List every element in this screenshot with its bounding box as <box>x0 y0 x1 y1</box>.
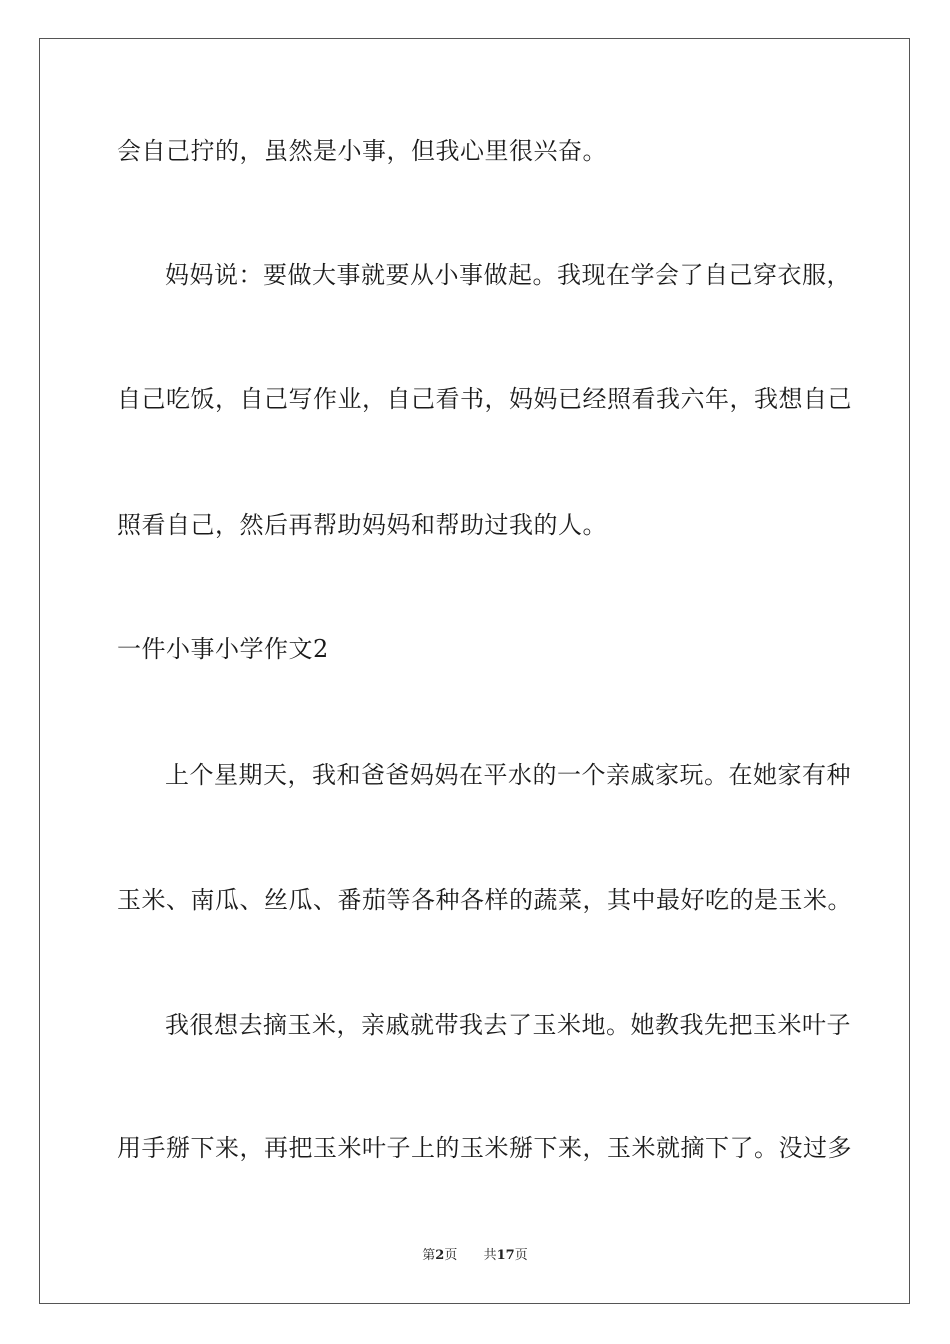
paragraph-line: 上个星期天，我和爸爸妈妈在平水的一个亲戚家玩。在她家有种 <box>165 761 851 789</box>
paragraph-line: 自己吃饭，自己写作业，自己看书，妈妈已经照看我六年，我想自己 <box>117 385 852 413</box>
section-heading: 一件小事小学作文2 <box>117 635 329 663</box>
total-number: 17 <box>496 1248 515 1263</box>
page-suffix: 页 <box>444 1248 458 1263</box>
paragraph-line: 会自己拧的，虽然是小事，但我心里很兴奋。 <box>117 137 607 165</box>
page-footer <box>0 1247 950 1265</box>
page-number: 2 <box>435 1248 445 1263</box>
total-prefix: 共 <box>483 1248 497 1263</box>
paragraph-line: 照看自己，然后再帮助妈妈和帮助过我的人。 <box>117 511 607 539</box>
total-pages-indicator <box>484 1247 528 1265</box>
paragraph-line: 妈妈说：要做大事就要从小事做起。我现在学会了自己穿衣服， <box>165 261 851 289</box>
page-indicator <box>422 1247 457 1265</box>
page-prefix: 第 <box>422 1248 436 1263</box>
paragraph-line: 我很想去摘玉米，亲戚就带我去了玉米地。她教我先把玉米叶子 <box>165 1011 851 1039</box>
paragraph-line: 玉米、南瓜、丝瓜、番茄等各种各样的蔬菜，其中最好吃的是玉米。 <box>117 886 852 914</box>
paragraph-line: 用手掰下来，再把玉米叶子上的玉米掰下来，玉米就摘下了。没过多 <box>117 1134 852 1162</box>
page-border <box>39 38 910 1304</box>
total-suffix: 页 <box>514 1248 528 1263</box>
